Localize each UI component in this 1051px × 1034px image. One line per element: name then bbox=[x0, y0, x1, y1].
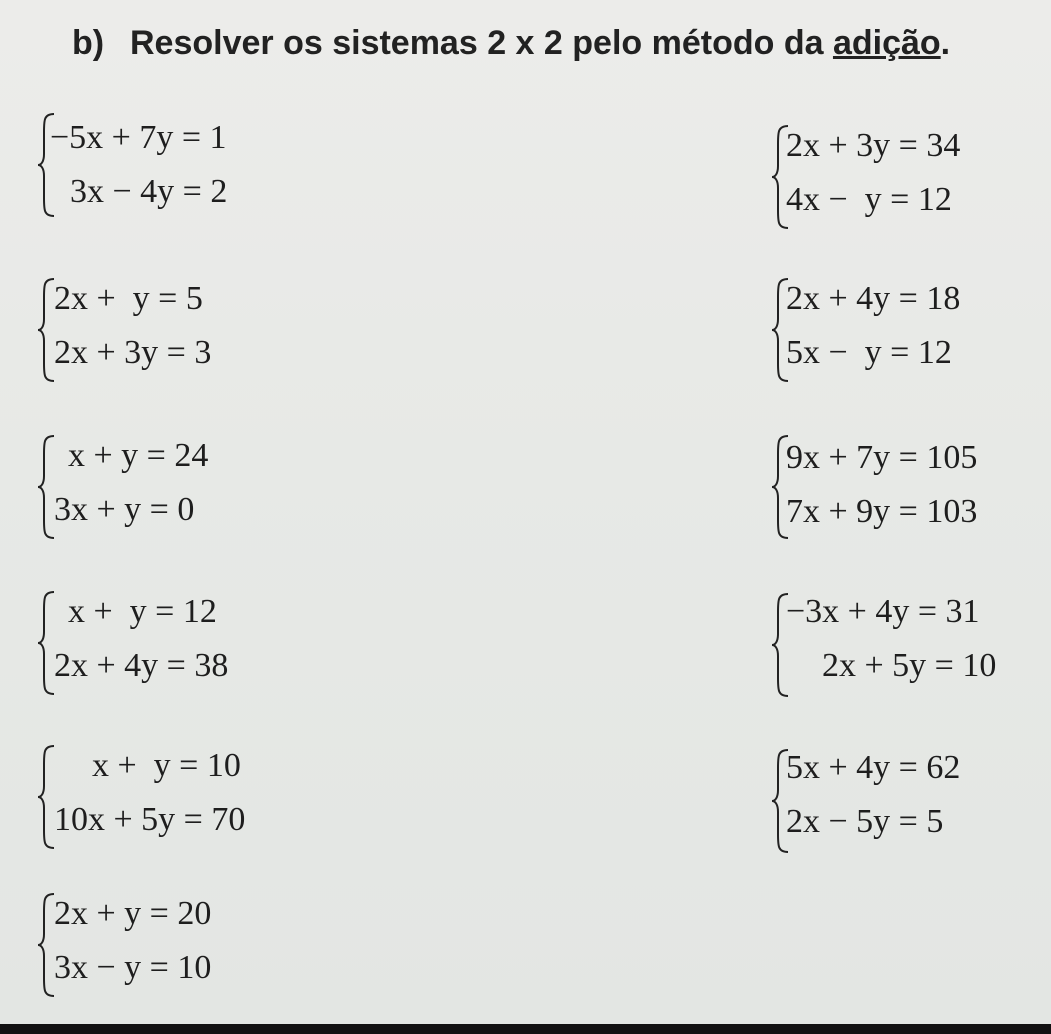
equation-2: 2x + 4y = 38 bbox=[54, 647, 229, 684]
heading-period: . bbox=[940, 24, 951, 62]
equation-2: 3x + y = 0 bbox=[54, 491, 195, 528]
equation-2: 2x + 3y = 3 bbox=[54, 334, 212, 371]
equation-1: 2x + 3y = 34 bbox=[786, 127, 961, 164]
equation-2: 2x + 5y = 10 bbox=[822, 647, 997, 684]
equation-1: −5x + 7y = 1 bbox=[50, 119, 227, 156]
heading-underlined-word: adição bbox=[832, 24, 941, 62]
equation-2: 2x − 5y = 5 bbox=[786, 803, 944, 840]
equation-2: 10x + 5y = 70 bbox=[54, 801, 246, 838]
equation-1: x + y = 10 bbox=[92, 747, 241, 784]
equation-1: 9x + 7y = 105 bbox=[786, 439, 978, 476]
equation-1: 5x + 4y = 62 bbox=[786, 749, 961, 786]
equation-1: x + y = 12 bbox=[68, 593, 217, 630]
equation-2: 3x − 4y = 2 bbox=[70, 173, 228, 210]
equation-2: 5x − y = 12 bbox=[786, 334, 952, 371]
equation-1: −3x + 4y = 31 bbox=[786, 593, 980, 630]
equation-2: 7x + 9y = 103 bbox=[786, 493, 978, 530]
equation-1: 2x + y = 5 bbox=[54, 280, 203, 317]
exercise-heading bbox=[72, 24, 950, 63]
equation-1: 2x + 4y = 18 bbox=[786, 280, 961, 317]
equation-2: 3x − y = 10 bbox=[54, 949, 212, 986]
equation-2: 4x − y = 12 bbox=[786, 181, 952, 218]
item-label: b) bbox=[72, 24, 105, 62]
bottom-border bbox=[0, 1024, 1051, 1034]
equation-1: 2x + y = 20 bbox=[54, 895, 212, 932]
heading-text: Resolver os sistemas 2 x 2 pelo método da bbox=[130, 24, 833, 62]
equation-1: x + y = 24 bbox=[68, 437, 209, 474]
